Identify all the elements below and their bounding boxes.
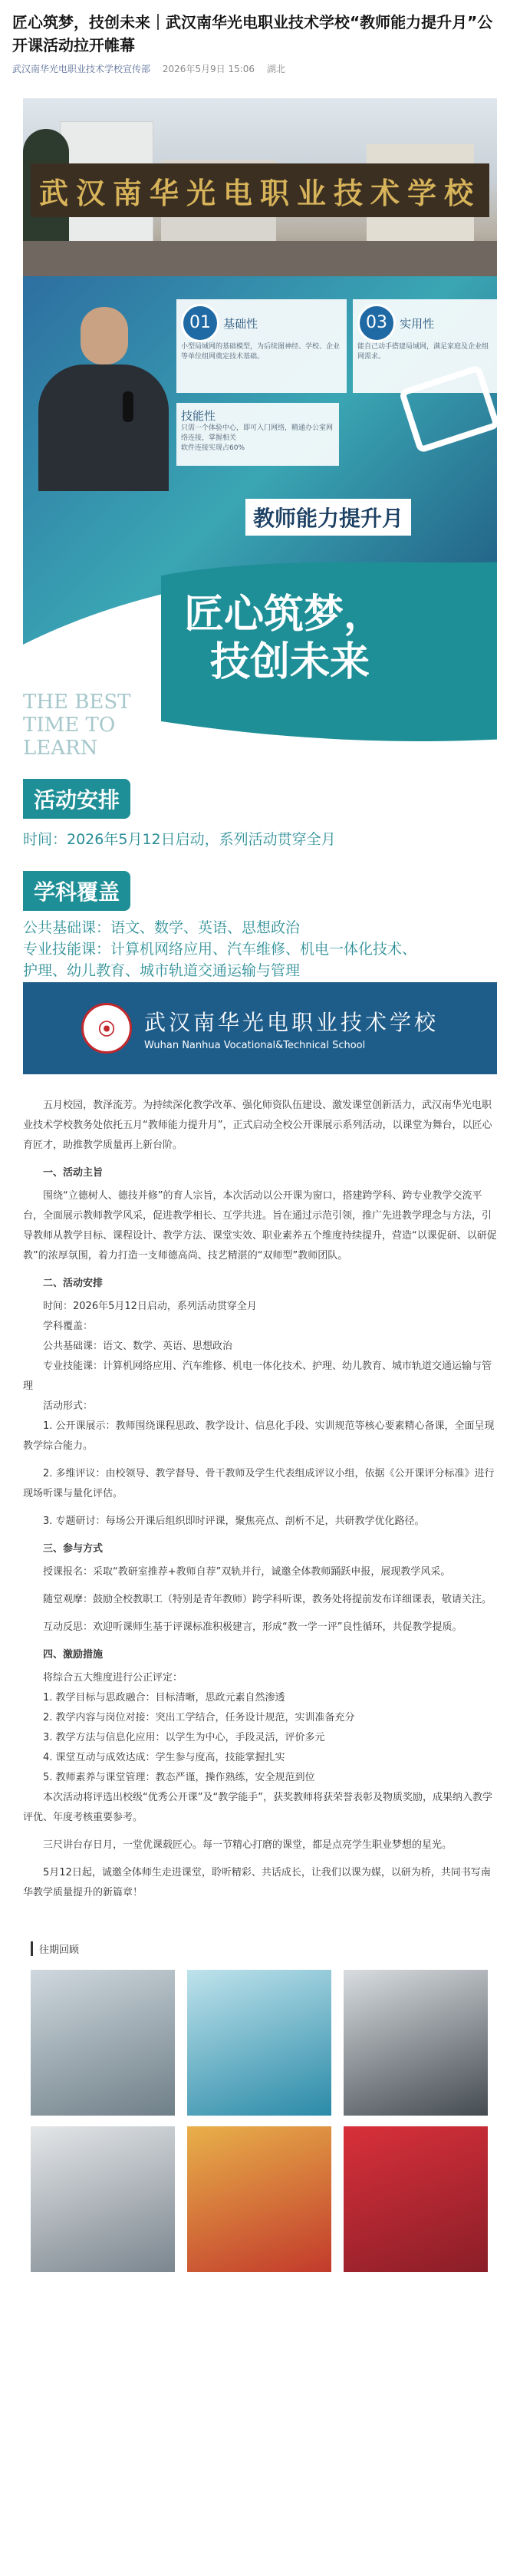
section-heading: 三、参与方式 (43, 1543, 104, 1555)
paragraph: 本次活动将评选出校级“优秀公开课”及“教学能手”，获奖教师将获荣誉表彰及物质奖励，成果纳入教学评优、年度考核重要参考。 (23, 1792, 492, 1823)
line: 1. 教学目标与思政融合：目标清晰，思政元素自然渗透 (43, 1692, 285, 1704)
line: 专业技能课：计算机网络应用、汽车维修、机电一体化技术、护理、幼儿教育、城市轨道交通运输与管理 (23, 1361, 492, 1392)
school-logo-bar (23, 982, 497, 1074)
article-header (0, 0, 520, 77)
past-issues-section (0, 1911, 520, 2272)
card-number: 01 (181, 304, 219, 342)
poster-slogan (184, 591, 383, 686)
subjects-line: 公共基础课：语文、数学、英语、思想政治 (23, 919, 301, 936)
teacher-photo (38, 299, 169, 491)
card-label: 基础性 (223, 317, 258, 331)
section-heading: 一、活动主旨 (43, 1167, 104, 1179)
best-time-text (23, 691, 131, 760)
tag-schedule: 活动安排 (23, 779, 130, 819)
line: 活动形式： (43, 1400, 94, 1412)
past-article-thumbnail[interactable] (187, 2126, 331, 2272)
past-article-thumbnail[interactable] (31, 1970, 175, 2116)
article-body (0, 1082, 520, 1903)
publish-location: 湖北 (266, 64, 285, 74)
line: 学科覆盖： (43, 1321, 94, 1332)
paragraph: 2. 多维评议：由校领导、教学督导、骨干教师及学生代表组成评议小组，依据《公开课评分标准》进行现场听课与量化评估。 (23, 1468, 495, 1499)
card-label: 技能性 (181, 409, 216, 423)
school-name-cn: 武汉南华光电职业技术学校 (143, 1009, 439, 1035)
past-issues-header: 往期回顾 (31, 1941, 489, 1956)
paragraph: 3. 专题研讨：每场公开课后组织即时评课，聚焦亮点、剖析不足，共研教学优化路径。 (43, 1516, 425, 1527)
section-heading: 四、激励措施 (43, 1649, 104, 1661)
card-number: 03 (357, 304, 396, 342)
line: 公共基础课：语文、数学、英语、思想政治 (43, 1341, 233, 1352)
account-name-link[interactable]: 武汉南华光电职业技术学校宣传部 (12, 64, 151, 74)
tag-subjects: 学科覆盖 (23, 871, 130, 911)
past-article-thumbnail[interactable] (344, 1970, 488, 2116)
line: 将综合五大维度进行公正评定： (43, 1672, 183, 1684)
line: 4. 课堂互动与成效达成：学生参与度高，技能掌握扎实 (43, 1752, 285, 1763)
card-text: 只需一个体验中心，即可入门网络，精通办公室网络连接，掌握相关 (181, 424, 334, 442)
article-title: 匠心筑梦，技创未来｜武汉南华光电职业技术学校“教师能力提升月”公开课活动拉开帷幕 (12, 13, 493, 54)
paragraph: 互动反思：欢迎听课师生基于评课标准积极建言，形成“教一学一评”良性循环，共促教学提质。 (43, 1621, 462, 1633)
poster-main-title: 教师能力提升月 (245, 499, 411, 536)
school-name-en: Wuhan Nanhua Vocational&Technical School (143, 1039, 366, 1051)
subjects-text (23, 917, 416, 981)
school-sign-text: 武汉南华光电职业技术学校 (38, 175, 481, 210)
intro-paragraph: 五月校园，教泽流芳。为持续深化教学改革、强化师资队伍建设、激发课堂创新活力，武汉南华光电职业技术学校教务处依托五月“教师能力提升月”，正式启动全校公开课展示系列活动，以课堂为舞台，以匠心育匠才，助推教学质量再上新台阶。 (23, 1100, 492, 1151)
line: 2. 教学内容与岗位对接：突出工学结合，任务设计规范，实训准备充分 (43, 1712, 355, 1723)
paragraph: 5月12日起，诚邀全体师生走进课堂，聆听精彩、共话成长，让我们以课为媒，以研为桥，共同书写南华教学质量提升的新篇章！ (23, 1867, 491, 1898)
past-article-thumbnail[interactable] (187, 1970, 331, 2116)
school-sign (31, 163, 489, 217)
line: 3. 教学方法与信息化应用：以学生为中心，手段灵活，评价多元 (43, 1732, 325, 1743)
section-heading: 二、活动安排 (43, 1278, 104, 1289)
campus-banner-image (23, 98, 497, 276)
best-time-line: LEARN (23, 737, 98, 760)
event-poster (23, 276, 497, 1082)
paragraph: 1. 公开课展示：教师围绕课程思政、教学设计、信息化手段、实训规范等核心要素精心备课，全面呈现教学综合能力。 (23, 1420, 495, 1452)
paragraph: 授课报名：采取“教研室推荐+教师自荐”双轨并行，诚邀全体教师踊跃申报，展现教学风采。 (43, 1566, 451, 1578)
subjects-line: 专业技能课：计算机网络应用、汽车维修、机电一体化技术、 (23, 941, 417, 958)
paragraph: 围绕“立德树人、德技并修”的育人宗旨，本次活动以公开课为窗口，搭建跨学科、跨专业教学交流平台，全面展示教师教学风采，促进教学相长、互学共进。旨在通过示范引领，推广先进教学理念与方法，引导教师从教学目标、课程设计、教学方法、课堂实效、职业素养五个维度持续提升，营造“以课促研、以研促教”的浓厚氛围，着力打造一支师德高尚、技艺精湛的“双师型”教师团队。 (23, 1190, 497, 1262)
card-text: 能自己动手搭建局域网，满足家庭及企业组网需求。 (357, 343, 489, 361)
paragraph: 随堂观摩：鼓励全校教职工（特别是青年教师）跨学科听课，教务处将提前发布详细课表，敬请关注。 (43, 1594, 492, 1605)
card-text-2: 软件连接实现占60% (181, 444, 245, 452)
past-article-thumbnail[interactable] (31, 2126, 175, 2272)
card-text: 小型局域网的基础模型，为后续图神经、学校、企业等单位组网奠定技术基础。 (181, 343, 341, 361)
best-time-line: THE BEST (23, 691, 131, 714)
feature-card-skill (176, 403, 339, 466)
subjects-line: 护理、幼儿教育、城市轨道交通运输与管理 (23, 962, 301, 979)
paragraph: 三尺讲台存日月，一堂优课载匠心。每一节精心打磨的课堂，都是点亮学生职业梦想的星光。 (43, 1839, 453, 1851)
schedule-text: 时间：2026年5月12日启动，系列活动贯穿全月 (23, 831, 336, 848)
past-article-thumbnail[interactable] (344, 2126, 488, 2272)
slogan-line-2: 技创未来 (210, 638, 370, 685)
publish-date: 2026年5月9日 15:06 (162, 64, 255, 74)
slogan-line-1: 匠心筑梦， (184, 591, 384, 638)
best-time-line: TIME TO (23, 714, 116, 737)
school-logo-icon: ⦿ (81, 1003, 132, 1054)
article-meta (12, 61, 508, 77)
card-label: 实用性 (400, 317, 435, 331)
line: 时间：2026年5月12日启动，系列活动贯穿全月 (43, 1301, 257, 1312)
line: 5. 教师素养与课堂管理：教态严谨，操作熟练，安全规范到位 (43, 1772, 315, 1783)
feature-card-basic (176, 299, 347, 393)
